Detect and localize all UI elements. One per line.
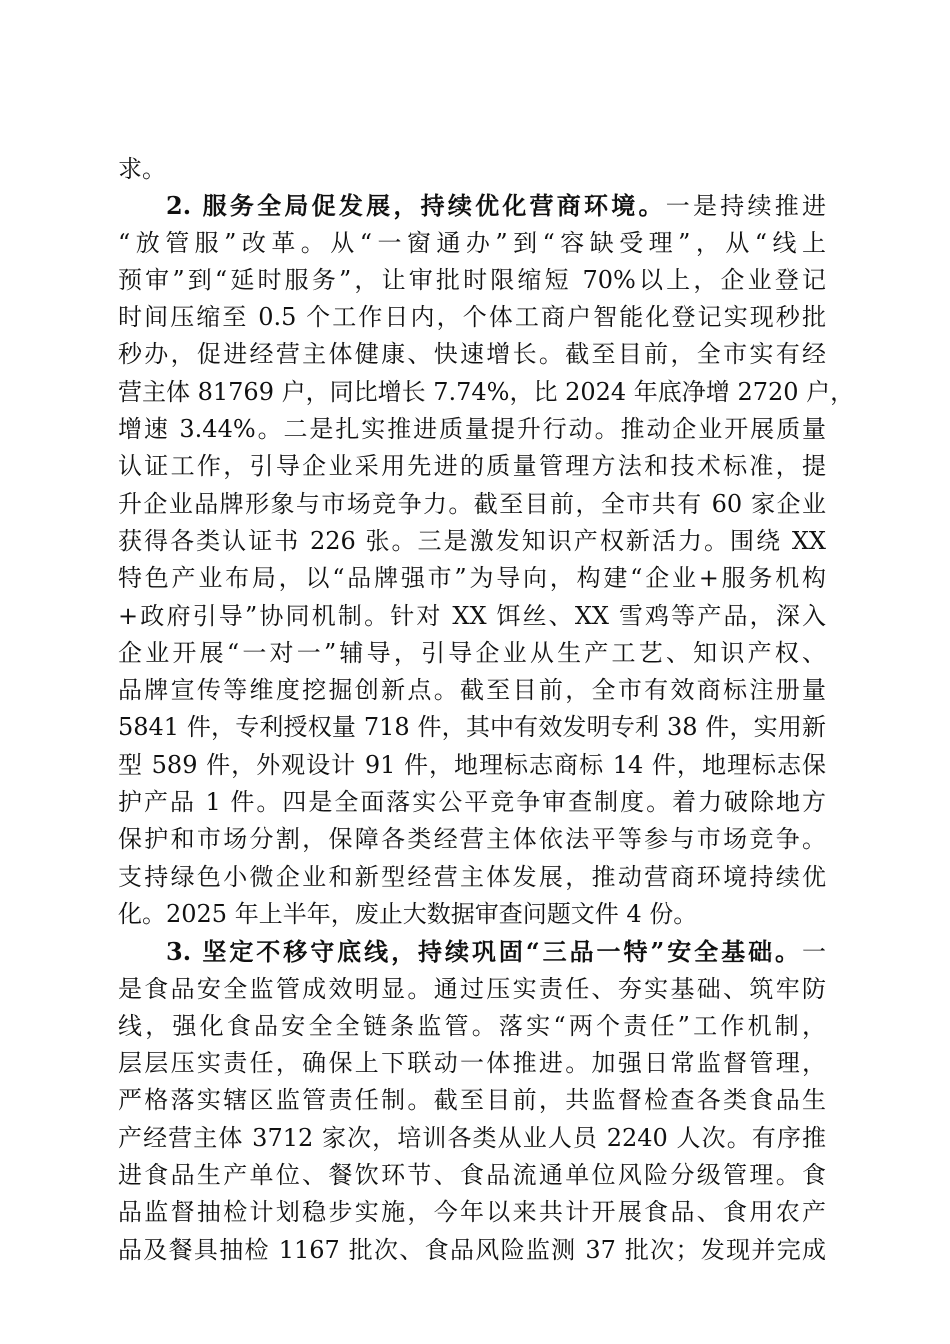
text-line: 护产品 1 件。四是全面落实公平竞争审查制度。着力破除地方 (118, 788, 826, 817)
text-line: 品及餐具抽检 1167 批次、食品风险监测 37 批次；发现并完成 (118, 1235, 826, 1264)
text-line: 线，强化食品安全全链条监管。落实“两个责任”工作机制， (118, 1011, 826, 1040)
text-line: 层层压实责任，确保上下联动一体推进。加强日常监督管理， (118, 1049, 826, 1078)
text-line: 化。2025 年上半年，废止大数据审查问题文件 4 份。 (118, 899, 698, 928)
text-line: 品牌宣传等维度挖掘创新点。截至目前，全市有效商标注册量 (118, 676, 826, 705)
section-heading-line: 3. 坚定不移守底线，持续巩固“三品一特”安全基础。一 (166, 937, 826, 967)
text-line: 时间压缩至 0.5 个工作日内，个体工商户智能化登记实现秒批 (118, 303, 826, 332)
text-line: 支持绿色小微企业和新型经营主体发展，推动营商环境持续优 (118, 862, 826, 891)
section-heading: 3. 坚定不移守底线，持续巩固“三品一特”安全基础。 (166, 937, 802, 967)
section-heading: 2. 服务全局促发展，持续优化营商环境。 (166, 191, 666, 221)
text-line: 特色产业布局，以“品牌强市”为导向，构建“企业+服务机构 (118, 564, 826, 593)
text-line: 增速 3.44%。二是扎实推进质量提升行动。推动企业开展质量 (118, 415, 826, 444)
text-line: 产经营主体 3712 家次，培训各类从业人员 2240 人次。有序推 (118, 1123, 826, 1152)
text-line: 求。 (118, 155, 166, 183)
text-line: 严格落实辖区监管责任制。截至目前，共监督检查各类食品生 (118, 1086, 826, 1115)
text-line: 认证工作，引导企业采用先进的质量管理方法和技术标准，提 (118, 452, 826, 481)
text-line: 型 589 件，外观设计 91 件，地理标志商标 14 件，地理标志保 (118, 750, 826, 779)
text-line: 进食品生产单位、餐饮环节、食品流通单位风险分级管理。食 (118, 1161, 826, 1190)
text-line: 企业开展“一对一”辅导，引导企业从生产工艺、知识产权、 (118, 638, 826, 667)
document-body (118, 150, 855, 1269)
text-line: 品监督抽检计划稳步实施，今年以来共计开展食品、食用农产 (118, 1198, 826, 1227)
text-line: “放管服”改革。从“一窗通办”到“容缺受理”，从“线上 (118, 228, 826, 257)
text-line: +政府引导”协同机制。针对 XX 饵丝、XX 雪鸡等产品，深入 (118, 601, 826, 630)
text-line: 5841 件，专利授权量 718 件，其中有效发明专利 38 件，实用新 (118, 713, 826, 742)
text-line: 获得各类认证书 226 张。三是激发知识产权新活力。围绕 XX (118, 526, 826, 555)
text-line: 是食品安全监管成效明显。通过压实责任、夯实基础、筑牢防 (118, 974, 826, 1003)
text-line: 升企业品牌形象与市场竞争力。截至目前，全市共有 60 家企业 (118, 489, 826, 518)
text-line: 营主体 81769 户，同比增长 7.74%，比 2024 年底净增 2720 户， (118, 377, 855, 406)
text-line: 预审”到“延时服务”，让审批时限缩短 70%以上，企业登记 (118, 265, 826, 294)
text-line: 秒办，促进经营主体健康、快速增长。截至目前，全市实有经 (118, 340, 826, 369)
section-heading-line: 2. 服务全局促发展，持续优化营商环境。一是持续推进 (166, 191, 826, 221)
text-line: 保护和市场分割，保障各类经营主体依法平等参与市场竞争。 (118, 825, 826, 854)
